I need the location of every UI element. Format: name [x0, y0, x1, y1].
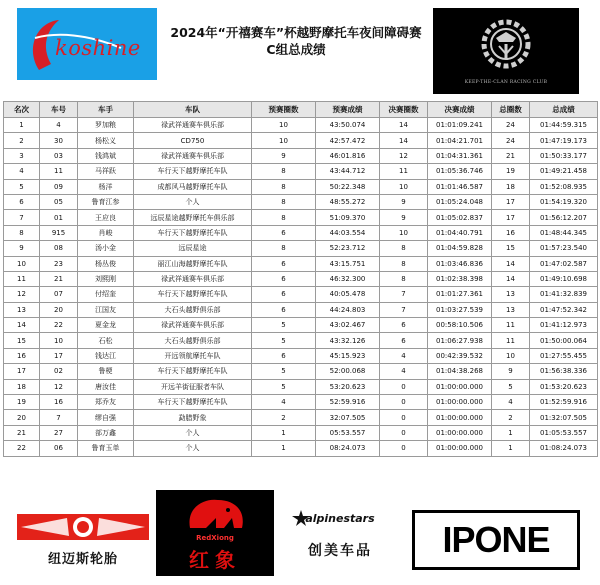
cell-team: 丽江山海越野摩托车队 — [134, 256, 252, 271]
cell-prelim-laps: 1 — [252, 425, 316, 440]
cell-prelim-laps: 6 — [252, 225, 316, 240]
cell-number: 08 — [40, 241, 78, 256]
cell-final-result: 00:42:39.532 — [428, 348, 492, 363]
table-row — [4, 179, 598, 194]
col-header-total-result: 总成绩 — [530, 102, 598, 118]
cell-final-laps: 0 — [380, 379, 428, 394]
cell-total-result: 01:52:08.935 — [530, 179, 598, 194]
cell-rider: 唐汝佳 — [78, 379, 134, 394]
cell-team: 禄武祥通赛车俱乐部 — [134, 118, 252, 133]
cell-final-result: 01:00:00.000 — [428, 425, 492, 440]
table-row — [4, 425, 598, 440]
col-header-rank: 名次 — [4, 102, 40, 118]
cell-prelim-result: 40:05.478 — [316, 287, 380, 302]
cell-prelim-laps: 6 — [252, 271, 316, 286]
cell-number: 10 — [40, 333, 78, 348]
cell-total-result: 01:05:53.557 — [530, 425, 598, 440]
col-header-prelim-result: 预赛成绩 — [316, 102, 380, 118]
cell-final-result: 01:04:40.791 — [428, 225, 492, 240]
cell-prelim-result: 43:44.712 — [316, 164, 380, 179]
cell-final-laps: 14 — [380, 118, 428, 133]
cell-prelim-result: 52:59.916 — [316, 395, 380, 410]
cell-rank: 7 — [4, 210, 40, 225]
cell-prelim-laps: 8 — [252, 194, 316, 209]
cell-prelim-laps: 10 — [252, 118, 316, 133]
cell-prelim-result: 43:15.751 — [316, 256, 380, 271]
cell-rider: 缪自强 — [78, 410, 134, 425]
cell-prelim-result: 05:53.557 — [316, 425, 380, 440]
cell-rider: 江国友 — [78, 302, 134, 317]
cell-total-result: 01:57:23.540 — [530, 241, 598, 256]
table-row — [4, 133, 598, 148]
koshine-logo-text: koshine — [55, 36, 141, 60]
cell-number: 21 — [40, 271, 78, 286]
cell-prelim-laps: 5 — [252, 364, 316, 379]
cell-prelim-result: 48:55.272 — [316, 194, 380, 209]
alpinestars-logo — [284, 506, 396, 576]
cell-prelim-laps: 5 — [252, 333, 316, 348]
cell-total-result: 01:50:33.177 — [530, 148, 598, 163]
redxiong-logo — [156, 490, 274, 576]
cell-prelim-laps: 8 — [252, 210, 316, 225]
cell-number: 20 — [40, 302, 78, 317]
cell-final-result: 01:01:46.587 — [428, 179, 492, 194]
cell-total-laps: 14 — [492, 271, 530, 286]
table-row — [4, 348, 598, 363]
cell-final-result: 01:00:00.000 — [428, 410, 492, 425]
cell-total-laps: 14 — [492, 256, 530, 271]
cell-team: 开远领航摩托车队 — [134, 348, 252, 363]
cell-total-result: 01:41:12.973 — [530, 318, 598, 333]
cell-final-result: 01:04:31.361 — [428, 148, 492, 163]
table-row — [4, 379, 598, 394]
cell-final-laps: 8 — [380, 241, 428, 256]
cell-final-laps: 0 — [380, 425, 428, 440]
col-header-final-laps: 决赛圈数 — [380, 102, 428, 118]
cell-rider: 鲁育玉单 — [78, 441, 134, 456]
cell-rider: 鲁育江参 — [78, 194, 134, 209]
cell-prelim-laps: 10 — [252, 133, 316, 148]
cell-total-result: 01:47:52.342 — [530, 302, 598, 317]
cell-number: 03 — [40, 148, 78, 163]
cell-prelim-result: 50:22.348 — [316, 179, 380, 194]
cell-number: 02 — [40, 364, 78, 379]
cell-final-laps: 0 — [380, 395, 428, 410]
cell-final-laps: 4 — [380, 348, 428, 363]
cell-prelim-result: 52:00.068 — [316, 364, 380, 379]
cell-team: 车行天下越野摩托车队 — [134, 225, 252, 240]
winged-badge-icon — [17, 514, 149, 540]
cell-final-result: 01:03:27.539 — [428, 302, 492, 317]
cell-rider: 钱鸿斌 — [78, 148, 134, 163]
cell-final-laps: 9 — [380, 210, 428, 225]
cell-number: 16 — [40, 395, 78, 410]
cell-rank: 12 — [4, 287, 40, 302]
ipone-logo — [412, 510, 580, 570]
cell-number: 23 — [40, 256, 78, 271]
cell-final-laps: 0 — [380, 410, 428, 425]
cell-total-result: 01:52:59.916 — [530, 395, 598, 410]
cell-team: 个人 — [134, 441, 252, 456]
cell-rank: 4 — [4, 164, 40, 179]
cell-final-result: 01:05:02.837 — [428, 210, 492, 225]
cell-total-result: 01:47:19.173 — [530, 133, 598, 148]
cell-number: 06 — [40, 441, 78, 456]
cell-total-result: 01:48:44.345 — [530, 225, 598, 240]
redxiong-name-en: RedXiong — [196, 534, 234, 542]
cell-prelim-laps: 6 — [252, 287, 316, 302]
table-row — [4, 164, 598, 179]
redxiong-name-cn: 红象 — [189, 548, 241, 572]
cell-total-result: 01:54:19.320 — [530, 194, 598, 209]
cell-final-result: 01:04:38.268 — [428, 364, 492, 379]
cell-team: 大石头越野俱乐部 — [134, 333, 252, 348]
cell-prelim-result: 52:23.712 — [316, 241, 380, 256]
cell-number: 27 — [40, 425, 78, 440]
cell-prelim-laps: 9 — [252, 148, 316, 163]
col-header-rider: 车手 — [78, 102, 134, 118]
cell-final-laps: 10 — [380, 225, 428, 240]
cell-final-result: 01:03:46.836 — [428, 256, 492, 271]
table-row — [4, 148, 598, 163]
cell-total-laps: 24 — [492, 118, 530, 133]
cell-prelim-result: 43:02.467 — [316, 318, 380, 333]
cell-prelim-laps: 6 — [252, 256, 316, 271]
cell-team: 成都风马越野摩托车队 — [134, 179, 252, 194]
cell-final-result: 01:04:21.701 — [428, 133, 492, 148]
cell-number: 01 — [40, 210, 78, 225]
cell-prelim-laps: 8 — [252, 179, 316, 194]
cell-team: 远辰星途越野摩托车俱乐部 — [134, 210, 252, 225]
cell-final-laps: 6 — [380, 333, 428, 348]
cell-number: 12 — [40, 379, 78, 394]
neumax-name: 纽迈斯轮胎 — [47, 552, 118, 567]
cell-prelim-result: 32:07.505 — [316, 410, 380, 425]
cell-final-laps: 7 — [380, 287, 428, 302]
cell-prelim-result: 44:03.554 — [316, 225, 380, 240]
cell-total-laps: 5 — [492, 379, 530, 394]
cell-prelim-result: 44:24.803 — [316, 302, 380, 317]
cell-number: 11 — [40, 164, 78, 179]
table-row — [4, 210, 598, 225]
cell-total-result: 01:08:24.073 — [530, 441, 598, 456]
cell-total-laps: 21 — [492, 148, 530, 163]
col-header-final-result: 决赛成绩 — [428, 102, 492, 118]
cell-team: 远辰星途 — [134, 241, 252, 256]
cell-team: 车行天下越野摩托车队 — [134, 164, 252, 179]
cell-total-laps: 9 — [492, 364, 530, 379]
cell-final-result: 01:06:27.938 — [428, 333, 492, 348]
cell-rank: 21 — [4, 425, 40, 440]
cell-prelim-laps: 2 — [252, 410, 316, 425]
cell-number: 17 — [40, 348, 78, 363]
cell-rider: 肖峻 — [78, 225, 134, 240]
table-row — [4, 333, 598, 348]
cell-number: 07 — [40, 287, 78, 302]
cell-total-laps: 13 — [492, 287, 530, 302]
cell-team: 个人 — [134, 425, 252, 440]
cell-total-laps: 17 — [492, 210, 530, 225]
table-row — [4, 441, 598, 456]
cell-total-result: 01:53:20.623 — [530, 379, 598, 394]
cell-team: 车行天下越野摩托车队 — [134, 364, 252, 379]
cell-total-laps: 1 — [492, 441, 530, 456]
page-title: 2024年“开禧赛车”杯越野摩托车夜间障碍赛 — [170, 25, 422, 40]
table-row — [4, 364, 598, 379]
cell-number: 30 — [40, 133, 78, 148]
cell-final-result: 01:05:24.048 — [428, 194, 492, 209]
cell-prelim-result: 53:20.623 — [316, 379, 380, 394]
cell-team: 车行天下越野摩托车队 — [134, 395, 252, 410]
cell-team: 禄武祥通赛车俱乐部 — [134, 271, 252, 286]
cell-rider: 马祥跃 — [78, 164, 134, 179]
cell-final-laps: 8 — [380, 256, 428, 271]
cell-final-laps: 6 — [380, 318, 428, 333]
cell-rider: 石松 — [78, 333, 134, 348]
cell-rank: 20 — [4, 410, 40, 425]
cell-rider: 王应良 — [78, 210, 134, 225]
cell-total-laps: 10 — [492, 348, 530, 363]
cell-rank: 5 — [4, 179, 40, 194]
table-row — [4, 256, 598, 271]
cell-rank: 13 — [4, 302, 40, 317]
results-body — [4, 118, 598, 457]
cell-final-result: 01:00:00.000 — [428, 395, 492, 410]
table-header-row — [4, 102, 598, 118]
cell-final-laps: 8 — [380, 271, 428, 286]
title-block — [160, 24, 432, 59]
cell-final-laps: 11 — [380, 164, 428, 179]
cell-team: 车行天下越野摩托车队 — [134, 287, 252, 302]
cell-total-laps: 11 — [492, 333, 530, 348]
cell-final-result: 01:04:59.828 — [428, 241, 492, 256]
alpinestars-name-en: alpinestars — [305, 512, 375, 525]
cell-rank: 17 — [4, 364, 40, 379]
table-row — [4, 194, 598, 209]
cell-team: 禄武祥通赛车俱乐部 — [134, 318, 252, 333]
cell-number: 7 — [40, 410, 78, 425]
cell-rider: 郑乔友 — [78, 395, 134, 410]
cell-prelim-laps: 4 — [252, 395, 316, 410]
cell-rank: 1 — [4, 118, 40, 133]
cell-rank: 19 — [4, 395, 40, 410]
elephant-icon — [156, 490, 274, 534]
cell-total-result: 01:27:55.455 — [530, 348, 598, 363]
cell-team: 勐腊野象 — [134, 410, 252, 425]
cell-prelim-result: 45:15.923 — [316, 348, 380, 363]
cell-rank: 22 — [4, 441, 40, 456]
cell-rider: 汤小金 — [78, 241, 134, 256]
cell-team: 禄武祥通赛车俱乐部 — [134, 148, 252, 163]
neumax-logo — [17, 514, 149, 578]
cell-final-laps: 7 — [380, 302, 428, 317]
cell-rank: 16 — [4, 348, 40, 363]
cell-prelim-result: 08:24.073 — [316, 441, 380, 456]
cell-total-laps: 17 — [492, 194, 530, 209]
cell-rank: 9 — [4, 241, 40, 256]
cell-final-laps: 14 — [380, 133, 428, 148]
cell-rank: 8 — [4, 225, 40, 240]
col-header-number: 车号 — [40, 102, 78, 118]
cell-rank: 14 — [4, 318, 40, 333]
cell-total-laps: 18 — [492, 179, 530, 194]
cell-final-laps: 12 — [380, 148, 428, 163]
cell-final-result: 01:00:00.000 — [428, 379, 492, 394]
cell-rider: 罗加粮 — [78, 118, 134, 133]
cell-rank: 6 — [4, 194, 40, 209]
table-row — [4, 318, 598, 333]
club-logo-caption: KEEP-THE-CLAN RACING CLUB — [464, 80, 548, 85]
cell-prelim-laps: 8 — [252, 164, 316, 179]
page-header — [0, 0, 600, 100]
alpinestars-name-cn: 创美车品 — [308, 543, 372, 559]
cell-prelim-result: 43:32.126 — [316, 333, 380, 348]
cell-total-result: 01:56:38.336 — [530, 364, 598, 379]
cell-team: 大石头越野俱乐部 — [134, 302, 252, 317]
col-header-team: 车队 — [134, 102, 252, 118]
table-row — [4, 118, 598, 133]
cell-prelim-laps: 5 — [252, 379, 316, 394]
cell-rank: 15 — [4, 333, 40, 348]
cell-final-result: 00:58:10.506 — [428, 318, 492, 333]
table-row — [4, 241, 598, 256]
cell-total-laps: 13 — [492, 302, 530, 317]
cell-number: 22 — [40, 318, 78, 333]
table-row — [4, 225, 598, 240]
cell-total-result: 01:41:32.839 — [530, 287, 598, 302]
cell-rank: 2 — [4, 133, 40, 148]
table-row — [4, 302, 598, 317]
cell-total-laps: 24 — [492, 133, 530, 148]
cell-total-result: 01:44:59.315 — [530, 118, 598, 133]
cell-final-laps: 0 — [380, 441, 428, 456]
cell-final-result: 01:05:36.746 — [428, 164, 492, 179]
cell-total-laps: 2 — [492, 410, 530, 425]
cell-total-laps: 1 — [492, 425, 530, 440]
col-header-prelim-laps: 预赛圈数 — [252, 102, 316, 118]
cell-final-result: 01:01:09.241 — [428, 118, 492, 133]
cell-prelim-laps: 6 — [252, 348, 316, 363]
cell-total-laps: 15 — [492, 241, 530, 256]
cell-rank: 3 — [4, 148, 40, 163]
cell-total-result: 01:49:10.698 — [530, 271, 598, 286]
cell-prelim-result: 46:01.816 — [316, 148, 380, 163]
cell-final-result: 01:01:27.361 — [428, 287, 492, 302]
sponsor-bar — [0, 484, 600, 585]
cell-total-laps: 4 — [492, 395, 530, 410]
table-row — [4, 410, 598, 425]
cell-rider: 杨松义 — [78, 133, 134, 148]
gear-helmet-icon — [433, 8, 579, 80]
page-subtitle: C组总成绩 — [266, 42, 326, 57]
table-row — [4, 271, 598, 286]
cell-rider: 鲁梗 — [78, 364, 134, 379]
cell-number: 4 — [40, 118, 78, 133]
koshine-logo — [17, 8, 157, 80]
cell-total-laps: 19 — [492, 164, 530, 179]
cell-team: 个人 — [134, 194, 252, 209]
cell-number: 09 — [40, 179, 78, 194]
cell-rank: 18 — [4, 379, 40, 394]
cell-final-laps: 4 — [380, 364, 428, 379]
cell-total-result: 01:56:12.207 — [530, 210, 598, 225]
cell-prelim-result: 42:57.472 — [316, 133, 380, 148]
cell-final-laps: 10 — [380, 179, 428, 194]
cell-total-result: 01:50:00.064 — [530, 333, 598, 348]
cell-total-laps: 16 — [492, 225, 530, 240]
cell-total-result: 01:32:07.505 — [530, 410, 598, 425]
cell-rider: 钱达江 — [78, 348, 134, 363]
cell-prelim-result: 46:32.300 — [316, 271, 380, 286]
club-logo — [433, 8, 579, 94]
table-row — [4, 287, 598, 302]
col-header-total-laps: 总圈数 — [492, 102, 530, 118]
cell-prelim-laps: 8 — [252, 241, 316, 256]
cell-rider: 夏金龙 — [78, 318, 134, 333]
cell-rider: 部万鑫 — [78, 425, 134, 440]
cell-rider: 杨洋 — [78, 179, 134, 194]
cell-team: CD750 — [134, 133, 252, 148]
cell-prelim-laps: 5 — [252, 318, 316, 333]
cell-rider: 付绍奎 — [78, 287, 134, 302]
cell-number: 915 — [40, 225, 78, 240]
cell-final-result: 01:02:38.398 — [428, 271, 492, 286]
cell-rider: 杨丛俊 — [78, 256, 134, 271]
cell-prelim-laps: 1 — [252, 441, 316, 456]
ipone-name: IPONE — [412, 510, 580, 570]
cell-final-result: 01:00:00.000 — [428, 441, 492, 456]
cell-number: 05 — [40, 194, 78, 209]
cell-final-laps: 9 — [380, 194, 428, 209]
cell-rank: 10 — [4, 256, 40, 271]
cell-total-result: 01:47:02.587 — [530, 256, 598, 271]
table-row — [4, 395, 598, 410]
cell-total-result: 01:49:21.458 — [530, 164, 598, 179]
cell-prelim-result: 43:50.074 — [316, 118, 380, 133]
results-table — [3, 101, 598, 457]
cell-rank: 11 — [4, 271, 40, 286]
cell-team: 开远羊街征服者车队 — [134, 379, 252, 394]
cell-prelim-result: 51:09.370 — [316, 210, 380, 225]
cell-total-laps: 11 — [492, 318, 530, 333]
cell-rider: 刘熙刚 — [78, 271, 134, 286]
cell-prelim-laps: 6 — [252, 302, 316, 317]
